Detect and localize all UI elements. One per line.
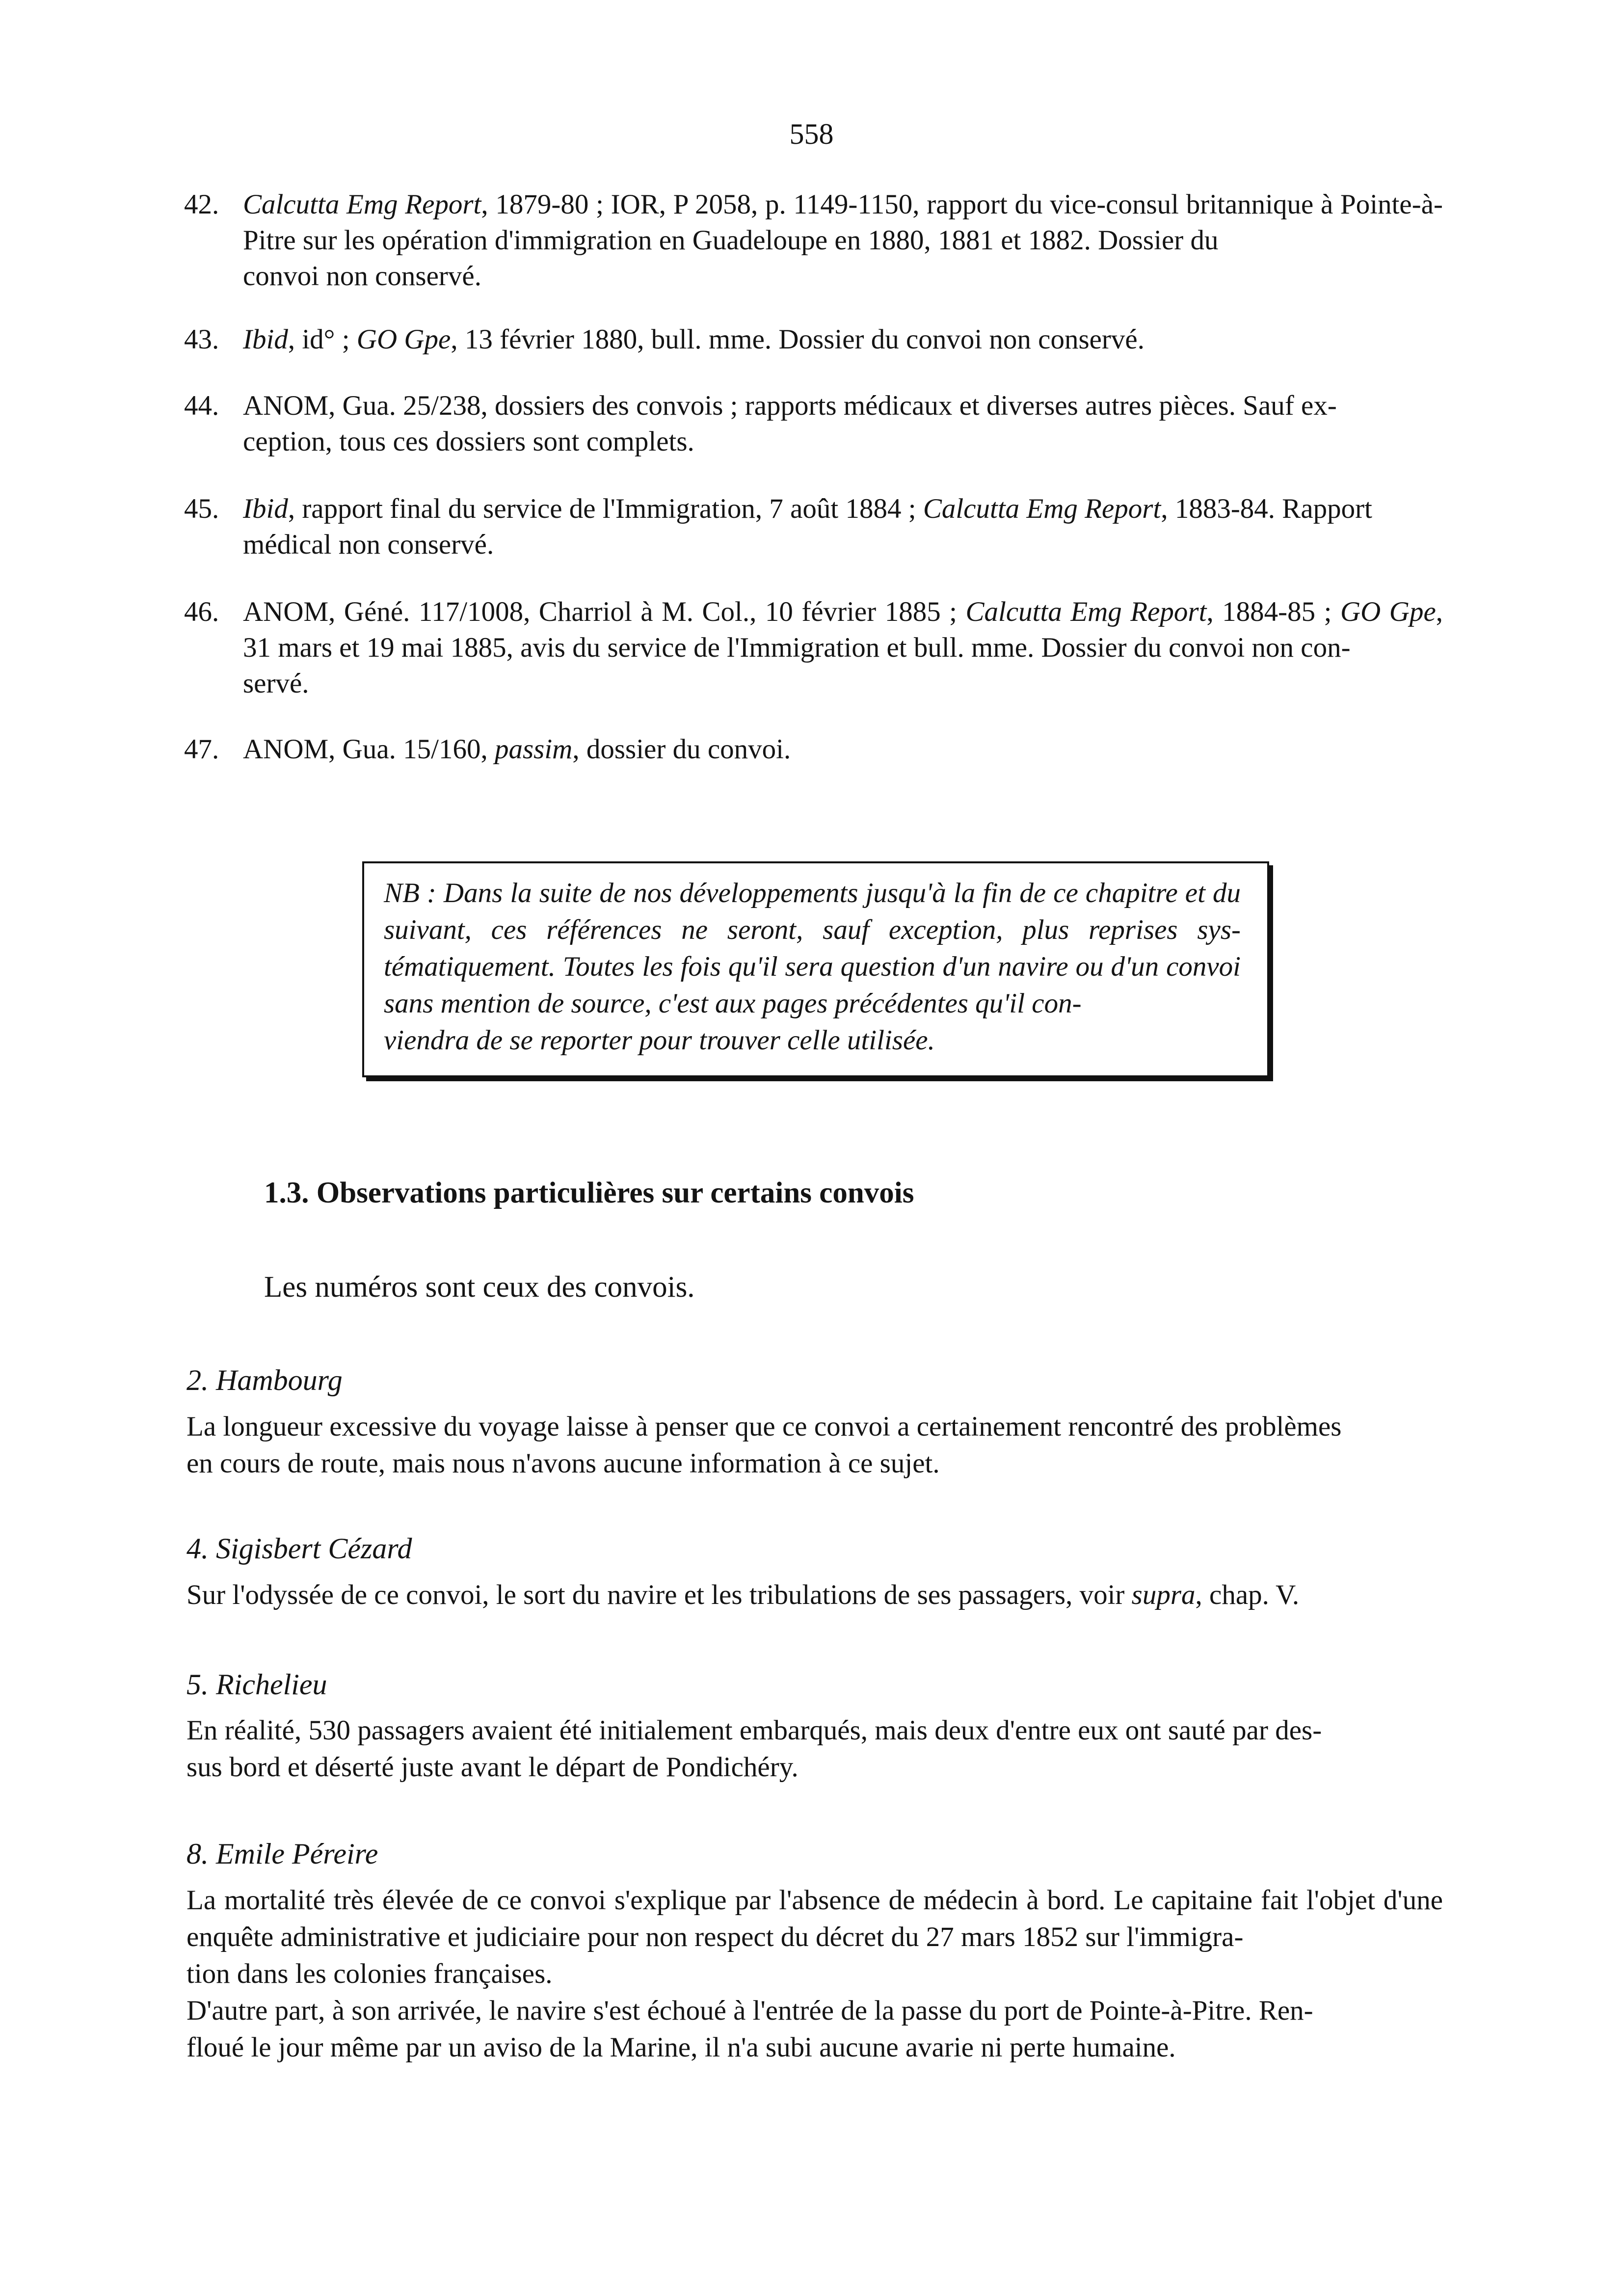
footnote-segment: , 1879-80 ; IOR, P 2058, p. 1149-1150, rapport du vice-consul britannique à Pointe-à-Pitre sur les opération d'immigration en Guadeloupe en 1880, 1881 et 1882. Dossier du — [243, 189, 1443, 256]
footnote-segment: , 31 mars et 19 mai 1885, avis du service de l'Immigration et bull. mme. Dossier du convoi non con- — [243, 596, 1443, 663]
footnote-last-line: ception, tous ces dossiers sont complets. — [243, 426, 694, 457]
convoy-body — [186, 1712, 1443, 1786]
footnote-42 — [186, 187, 1443, 294]
footnote-last-line: médical non conservé. — [243, 529, 494, 560]
footnote-text — [186, 187, 1443, 294]
convoy-body — [186, 1408, 1443, 1482]
footnote-segment: , dossier du convoi. — [572, 734, 791, 765]
footnote-segment: , rapport final du service de l'Immigration, 7 août 1884 ; — [288, 493, 923, 524]
footnote-47 — [186, 731, 1443, 767]
convoy-body — [186, 1576, 1443, 1613]
convoy-last-line: en cours de route, mais nous n'avons aucune information à ce sujet. — [186, 1448, 940, 1479]
footnote-segment: ANOM, Géné. 117/1008, Charriol à M. Col., 10 février 1885 ; — [243, 596, 966, 627]
convoy-last-line: sus bord et déserté juste avant le départ de Pondichéry. — [186, 1752, 798, 1783]
nb-text — [384, 875, 1241, 1059]
source-title: Ibid — [243, 324, 288, 355]
section-intro: Les numéros sont ceux des convois. — [264, 1271, 695, 1304]
source-title: GO Gpe — [1340, 596, 1436, 627]
footnote-number: 43. — [184, 324, 219, 355]
footnote-number: 42. — [184, 189, 219, 220]
convoy-text: , chap. V. — [1195, 1579, 1300, 1610]
footnote-segment: , 13 février 1880, bull. mme. Dossier du convoi non conservé. — [451, 324, 1144, 355]
convoy-title: 8. Emile Péreire — [186, 1838, 378, 1870]
source-title: Calcutta Emg Report — [923, 493, 1161, 524]
footnote-text — [186, 321, 1443, 357]
convoy-last-line: floué le jour même par un aviso de la Marine, il n'a subi aucune avarie ni perte humaine. — [186, 2032, 1176, 2063]
footnote-text — [186, 731, 1443, 767]
footnote-last-line: convoi non conservé. — [243, 261, 481, 292]
footnote-43 — [186, 321, 1443, 357]
footnote-segment: , 1883-84. Rapport — [1161, 493, 1372, 524]
source-title: GO Gpe — [356, 324, 451, 355]
footnote-last-line: servé. — [243, 668, 309, 699]
convoy-title: 4. Sigisbert Cézard — [186, 1532, 412, 1565]
source-title: Calcutta Emg Report — [243, 189, 481, 220]
italic-term: supra — [1131, 1579, 1196, 1610]
footnote-number: 45. — [184, 493, 219, 524]
nb-body: NB : Dans la suite de nos développements jusqu'à la fin de ce chapitre et du suivant, ces références ne seront, sauf exception, plus reprises sys-tématiquement. Toutes les fois qu'il sera question d'un navire ou d'un convoi sans mention de source, c'est aux pages précédentes qu'il con- — [384, 878, 1241, 1019]
convoy-text: La mortalité très élevée de ce convoi s'explique par l'absence de médecin à bord. Le capitaine fait l'objet d'une enquête administrative et judiciaire pour non respect du décret du 27 mars 1852 sur l'immigra- — [186, 1885, 1443, 1952]
convoy-text: La longueur excessive du voyage laisse à penser que ce convoi a certainement rencontré des problèmes — [186, 1411, 1342, 1442]
footnote-number: 44. — [184, 390, 219, 421]
source-title: Calcutta Emg Report — [965, 596, 1207, 627]
footnote-segment: , id° ; — [288, 324, 357, 355]
footnote-46 — [186, 594, 1443, 701]
footnote-segment: ANOM, Gua. 15/160, — [243, 734, 495, 765]
footnote-segment: ANOM, Gua. 25/238, dossiers des convois ; rapports médicaux et diverses autres pièces. Sauf ex- — [243, 390, 1337, 421]
convoy-last-line: tion dans les colonies françaises. — [186, 1958, 553, 1989]
footnote-text — [186, 491, 1443, 562]
convoy-body — [186, 1882, 1443, 2066]
italic-term: passim — [494, 734, 573, 765]
convoy-title: 5. Richelieu — [186, 1668, 327, 1701]
footnote-text — [186, 594, 1443, 701]
convoy-text: Sur l'odyssée de ce convoi, le sort du navire et les tribulations de ses passagers, voir — [186, 1579, 1132, 1610]
nb-box — [362, 861, 1269, 1077]
convoy-text: D'autre part, à son arrivée, le navire s'est échoué à l'entrée de la passe du port de Pointe-à-Pitre. Ren- — [186, 1995, 1313, 2026]
footnote-segment: , 1884-85 ; — [1206, 596, 1340, 627]
section-heading: 1.3. Observations particulières sur certains convois — [264, 1176, 914, 1209]
footnote-text — [186, 388, 1443, 459]
page-number: 558 — [789, 118, 834, 150]
footnote-44 — [186, 388, 1443, 459]
convoy-text: En réalité, 530 passagers avaient été initialement embarqués, mais deux d'entre eux ont sauté par des- — [186, 1715, 1322, 1746]
convoy-title: 2. Hambourg — [186, 1364, 343, 1396]
footnote-45 — [186, 491, 1443, 562]
footnote-number: 47. — [184, 734, 219, 765]
footnote-number: 46. — [184, 596, 219, 627]
nb-last-line: viendra de se reporter pour trouver celle utilisée. — [384, 1025, 935, 1056]
source-title: Ibid — [243, 493, 288, 524]
